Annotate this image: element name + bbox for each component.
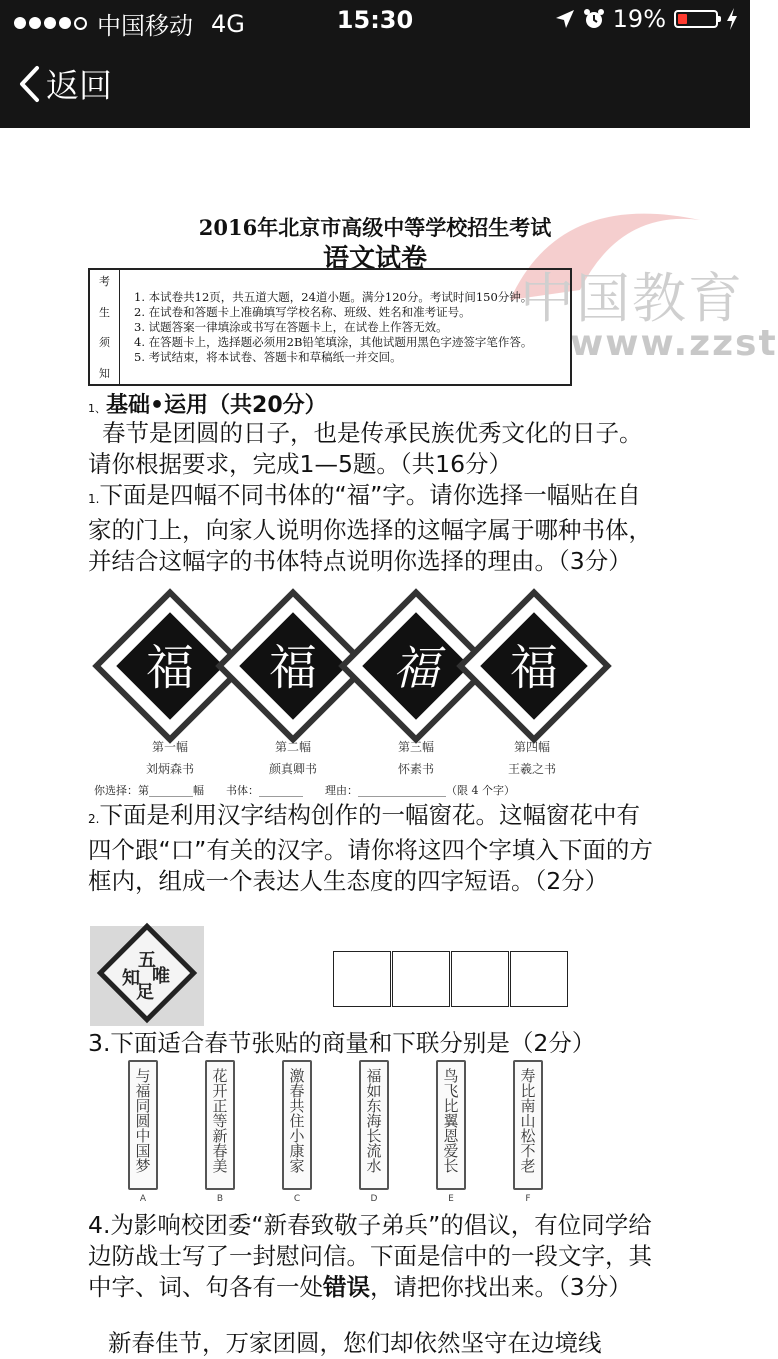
fu-char: 福 xyxy=(509,640,559,696)
watermark-url: www.zzst xyxy=(570,323,778,364)
watermark-text: 中国教育 xyxy=(520,267,744,330)
couplet-scroll: 激春共住小康家 xyxy=(282,1060,312,1190)
nav-bar xyxy=(0,40,750,128)
answer-line: 你选择：第________幅 书体：________ 理由：________________（限 4 个字） xyxy=(94,784,515,797)
clock: 15:30 xyxy=(336,6,414,34)
fu-char: 福 xyxy=(393,641,439,695)
section-heading: 1、基础•运用（共20分） xyxy=(88,393,327,418)
scroll-letter: E xyxy=(448,1194,454,1204)
notice-item: 4. 在答题卡上，选择题必须用2B铅笔填涂，其他试题用黑色字迹签字笔作答。 xyxy=(134,335,533,349)
back-label: 返回 xyxy=(46,66,112,105)
scroll-letter: A xyxy=(139,1194,147,1204)
status-right xyxy=(555,5,738,33)
paper-title: 语文试卷 xyxy=(322,244,427,274)
fu-caption: 第一幅 刘炳森书 xyxy=(145,740,194,776)
fu-calligraphy-image xyxy=(90,606,610,726)
notice-item: 2. 在试卷和答题卡上准确填写学校名称、班级、姓名和准考证号。 xyxy=(134,305,471,319)
scroll-letter: B xyxy=(216,1194,224,1204)
chevron-left-icon xyxy=(18,65,40,103)
exam-title: 2016年北京市高级中等学校招生考试 xyxy=(198,215,552,240)
svg-text:唯: 唯 xyxy=(152,966,170,987)
intro-paragraph: 春节是团圆的日子，也是传承民族优秀文化的日子。请你根据要求，完成1—5题。（共16分） xyxy=(88,419,643,478)
alarm-icon xyxy=(583,8,605,30)
notice-label: 考 生 须 知 xyxy=(90,270,120,384)
fu-caption: 第二幅 颜真卿书 xyxy=(268,740,317,776)
question-4-next-line: 新春佳节，万家团圆，您们却依然坚守在边境线 xyxy=(108,1329,602,1357)
answer-box[interactable] xyxy=(451,951,509,1007)
charging-bolt-icon xyxy=(726,8,738,30)
notice-item: 1. 本试卷共12页，共五道大题，24道小题。满分120分。考试时间150分钟。 xyxy=(134,290,533,304)
location-arrow-icon xyxy=(555,9,575,29)
question-4: 4.为影响校团委“新春致敬子弟兵”的倡议，有位同学给边防战士写了一封慰问信。下面是信中的一段文字，其中字、词、句各有一处错误，请把你找出来。（3分） xyxy=(88,1211,652,1301)
answer-box[interactable] xyxy=(333,951,391,1007)
fu-char: 福 xyxy=(145,640,195,696)
status-bar xyxy=(0,0,750,40)
svg-text:足: 足 xyxy=(136,982,154,1003)
question-1: 1.下面是四幅不同书体的“福”字。请你选择一幅贴在自家的门上，向家人说明你选择的这幅字属于哪种书体，并结合这幅字的书体特点说明你选择的理由。（3分） xyxy=(88,481,652,575)
article-content[interactable] xyxy=(0,128,778,1357)
couplet-scroll: 与福同圆中国梦 xyxy=(128,1060,158,1190)
notice-item: 5. 考试结束，将本试卷、答题卡和草稿纸一并交回。 xyxy=(134,350,402,364)
answer-box[interactable] xyxy=(510,951,568,1007)
answer-box[interactable] xyxy=(392,951,450,1007)
notice-item: 3. 试题答案一律填涂或书写在答题卡上，在试卷上作答无效。 xyxy=(134,320,448,334)
question-3: 3.下面适合春节张贴的商量和下联分别是（2分） xyxy=(88,1029,596,1057)
question-2: 2.下面是利用汉字结构创作的一幅窗花。这幅窗花中有四个跟“口”有关的汉字。请你将这四个字填入下面的方框内，组成一个表达人生态度的四字短语。（2分） xyxy=(88,801,653,895)
couplet-scrolls-image xyxy=(118,1060,568,1204)
network-type: 4G xyxy=(211,9,245,38)
back-button[interactable] xyxy=(18,60,112,107)
svg-text:五: 五 xyxy=(138,950,156,971)
couplet-scroll: 福如东海长流水 xyxy=(359,1060,389,1190)
carrier-name: 中国移动 xyxy=(97,12,193,40)
fu-caption: 第三幅 怀素书 xyxy=(397,740,434,776)
fu-char: 福 xyxy=(268,640,318,696)
couplet-scroll: 鸟飞比翼恩爱长 xyxy=(436,1060,466,1190)
fu-caption: 第四幅 王羲之书 xyxy=(507,740,556,776)
scroll-letter: D xyxy=(370,1194,378,1204)
battery-percent: 19% xyxy=(612,5,666,33)
notice-box xyxy=(88,268,572,386)
window-flower-image xyxy=(90,926,204,1026)
battery-icon xyxy=(674,10,718,28)
answer-boxes xyxy=(333,951,569,1007)
scroll-letter: C xyxy=(293,1194,301,1204)
scroll-letter: F xyxy=(525,1194,531,1204)
notice-list xyxy=(134,290,532,365)
svg-text:知: 知 xyxy=(122,968,140,989)
couplet-scroll: 花开正等新春美 xyxy=(205,1060,235,1190)
couplet-scroll: 寿比南山松不老 xyxy=(513,1060,543,1190)
